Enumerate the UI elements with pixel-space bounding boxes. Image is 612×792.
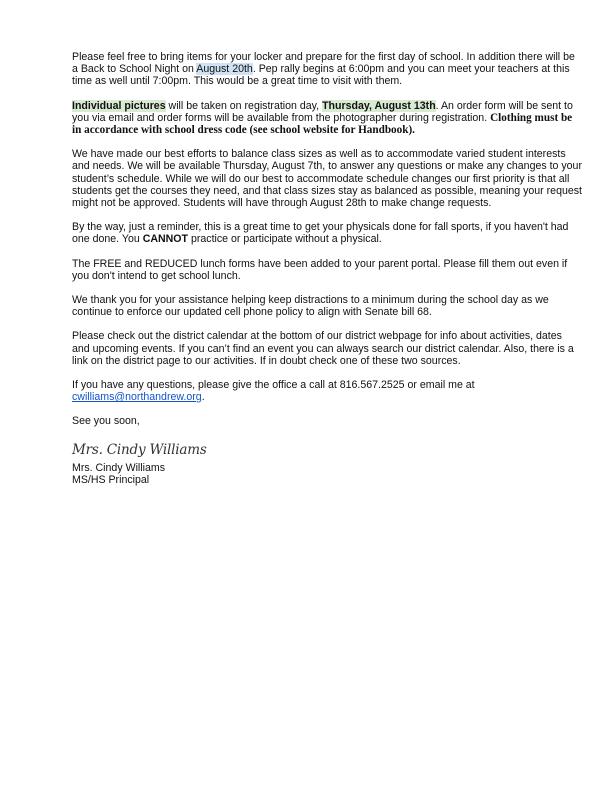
cannot-emphasis: CANNOT xyxy=(142,233,189,246)
signer-title: MS/HS Principal xyxy=(72,474,150,487)
individual-pictures-label: Individual pictures xyxy=(72,99,166,112)
closing: See you soon, xyxy=(72,415,140,428)
class-sizes-paragraph: We have made our best efforts to balance class sizes as well as to accommodate varied student interests and needs. We will be available Thursday, August 7th, to answer any questions or make any changes to your student’s schedule. While we will do our best to accommodate schedule changes our first priority is that all students get the courses they need, and that class sizes stay as balanced as possible, meaning your request might not be approved. Students will have through August 28th to make change requests. xyxy=(72,148,582,210)
back-to-school-paragraph xyxy=(72,51,582,88)
signer-name: Mrs. Cindy Williams xyxy=(72,461,165,474)
lunch-forms-paragraph: The FREE and REDUCED lunch forms have been added to your parent portal. Please fill them out even if you don't intend to get school lunch. xyxy=(72,257,568,282)
calendar-paragraph: Please check out the district calendar at the bottom of our district webpage for info about activities, dates and upcoming events. If you can’t find an event you can always search our district calendar. Also, there is a link on the district page to our activities. If in doubt check one of these two sources. xyxy=(72,330,574,367)
text: . Pep rally begins at 6:00pm and you can meet your teachers at this time as well until 7:00pm. This would be a great time to visit with them. xyxy=(72,63,570,88)
pictures-date: Thursday, August 13th xyxy=(322,99,436,112)
contact-paragraph xyxy=(72,379,582,403)
text: . An order form will be sent to you via email and order forms will be available from the photographer during registration. xyxy=(72,99,573,124)
text: . xyxy=(201,391,205,404)
text: Please feel free to bring items for your locker and prepare for the first day of school. In addition there will be a Back to School Night on xyxy=(72,51,575,76)
text: will be taken on registration day, xyxy=(165,99,323,112)
pictures-paragraph xyxy=(72,100,582,137)
email-link[interactable]: cwilliams@northandrew.org xyxy=(72,391,202,404)
dress-code-notice: Clothing must be in accordance with school dress code (see school website for Handbook). xyxy=(72,111,573,137)
back-to-school-date: August 20th xyxy=(196,63,253,76)
text: If you have any questions, please give the office a call at 816.567.2525 or email me at xyxy=(72,379,475,392)
cell-phone-paragraph: We thank you for your assistance helping keep distractions to a minimum during the school day as we continue to enforce our updated cell phone policy to align with Senate bill 68. xyxy=(72,294,549,319)
signature-block xyxy=(72,462,582,487)
text: By the way, just a reminder, this is a great time to get your physicals done for fall sports, if you haven't had one done. You xyxy=(72,221,569,246)
text: practice or participate without a physical. xyxy=(188,233,382,246)
physicals-paragraph xyxy=(72,221,582,245)
handwritten-signature: Mrs. Cindy Williams xyxy=(72,441,207,458)
